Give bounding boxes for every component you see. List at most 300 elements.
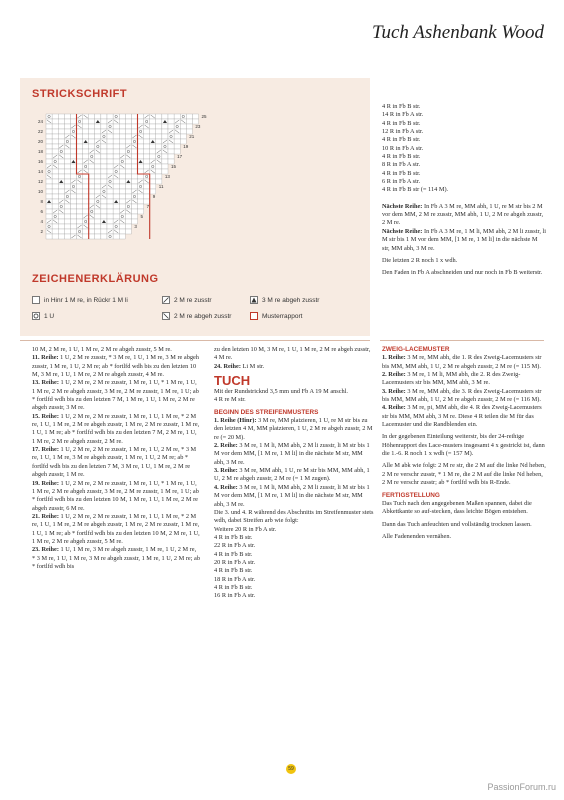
tuch-intro: Mit der Rundstricknd 3,5 mm und Fb A 19 M anschl. xyxy=(214,388,348,396)
row-number-right: 25 xyxy=(201,114,207,119)
legend-heading: ZEICHENERKLÄRUNG xyxy=(32,273,159,285)
chart-cell xyxy=(119,194,125,199)
chart-cell xyxy=(107,224,113,229)
chart-cell xyxy=(70,194,76,199)
chart-cell xyxy=(162,154,168,159)
chart-cell xyxy=(156,119,162,124)
stripes-heading: BEGINN DES STREIFENMUSTERS xyxy=(214,408,319,416)
paragraph-text: 10 M, 2 M re, 1 U, 1 M re, 2 M re abgeh zusstr, 5 M re. xyxy=(32,346,172,353)
row-number-left: 4 xyxy=(40,219,43,224)
paragraph-text: 1 U, 2 M re, 2 M re zusstr, 1 M re, 1 U, 2 M re, * 3 M re, 1 U, 1 M re, 3 M re abgeh zusstr, 1 M re, 1 U, 2 M re; ab * fortlfd wdh bis zu den letzten 7 M, 3 M re, 1 U, 1 M re, 2 M re abgeh zusstr, 1 M re. xyxy=(32,446,197,479)
chart-cell xyxy=(101,164,107,169)
chart-cell xyxy=(83,124,89,129)
chart-cell xyxy=(101,114,107,119)
chart-cell xyxy=(131,159,137,164)
chart-cell xyxy=(138,139,144,144)
chart-cell xyxy=(101,179,107,184)
paragraph-text: 3 M re, 1 M li, MM abh, 2 M li zusstr, li M str bis 1 M vor dem MM, [1 M re, 1 M li] in die nächste M str, MM abh, 3 M re. xyxy=(214,483,370,508)
paragraph xyxy=(382,404,546,429)
chart-cell xyxy=(180,134,186,139)
line: 4 R in Fb B str (= 114 M). xyxy=(382,186,449,194)
chart-cell xyxy=(131,154,137,159)
chart-cell xyxy=(125,159,131,164)
row-number-right: 11 xyxy=(158,184,164,189)
chart-cell xyxy=(119,184,125,189)
tuch-intro2: 4 R re M str. xyxy=(214,396,246,404)
legend-label: 2 M re abgeh zusstr xyxy=(174,312,232,320)
chart-cell xyxy=(156,174,162,179)
row-label: 17. Reihe: xyxy=(32,446,59,454)
chart-cell xyxy=(131,129,137,134)
chart-cell xyxy=(125,184,131,189)
line: Alle Fadenenden vernähen. xyxy=(382,532,452,540)
chart-cell xyxy=(113,129,119,134)
chart-cell xyxy=(119,139,125,144)
chart-cell xyxy=(52,129,58,134)
legend-label: 1 U xyxy=(44,312,55,320)
chart-cell xyxy=(58,224,64,229)
chart-cell xyxy=(95,219,101,224)
chart-cell xyxy=(46,114,52,119)
paragraph xyxy=(32,346,200,354)
chart-cell xyxy=(138,174,144,179)
chart-cell xyxy=(89,184,95,189)
row-label: 24. Reihe: xyxy=(214,362,241,370)
paragraph-text: In Fb A 3 M re, 1 M li, MM abh, 2 M li zusstr, li M str bis 1 M vor dem MM, [1 M re, 1 M li] in die nächste M str, MM abh, 3 M re. xyxy=(382,227,546,252)
repeat-square-icon xyxy=(250,312,258,320)
paragraph xyxy=(214,417,374,442)
chart-cell xyxy=(119,199,125,204)
line: 16 R in Fb A str. xyxy=(214,592,256,600)
chart-cell xyxy=(95,209,101,214)
chart-cell xyxy=(77,194,83,199)
chart-cell xyxy=(58,134,64,139)
chart-cell xyxy=(64,139,70,144)
chart-cell xyxy=(168,124,174,129)
chart-cell xyxy=(125,134,131,139)
chart-cell xyxy=(162,134,168,139)
chart-cell xyxy=(46,134,52,139)
paragraph xyxy=(214,526,374,534)
chart-cell xyxy=(83,204,89,209)
chart-cell xyxy=(95,144,101,149)
zweig-heading: ZWEIG-LACEMUSTER xyxy=(382,346,450,353)
chart-cell xyxy=(58,214,64,219)
chart-cell xyxy=(101,154,107,159)
chart-cell xyxy=(89,129,95,134)
chart-cell xyxy=(77,219,83,224)
paragraph xyxy=(382,388,546,405)
chart-cell xyxy=(89,164,95,169)
paragraph xyxy=(382,462,546,487)
chart-cell xyxy=(64,224,70,229)
chart-cell xyxy=(52,169,58,174)
row-number-right: 13 xyxy=(164,174,170,179)
paragraph-text: In Fb A 3 M re, MM abh, 1 U, re M str bis 2 M vor dem MM, 2 M re zusstr, MM abh, 1 U, 2 M re abgeh zusstr, 2 M re. xyxy=(382,202,544,227)
chart-cell xyxy=(156,114,162,119)
chart-cell xyxy=(131,124,137,129)
chart-cell xyxy=(95,159,101,164)
line: 6 R in Fb A str. xyxy=(382,178,421,186)
chart-cell xyxy=(58,174,64,179)
chart-cell xyxy=(125,119,131,124)
chart-cell xyxy=(174,114,180,119)
circle-icon xyxy=(32,312,40,320)
chart-cell xyxy=(101,159,107,164)
chart-cell xyxy=(101,124,107,129)
line: 4 R in Fb B str. xyxy=(382,103,421,110)
chart-cell xyxy=(125,229,131,234)
chart-cell xyxy=(168,149,174,154)
chart-cell xyxy=(156,154,162,159)
chart-cell xyxy=(119,149,125,154)
chart-cell xyxy=(64,179,70,184)
chart-cell xyxy=(46,224,52,229)
legend-item-sk2p xyxy=(250,296,319,304)
chart-cell xyxy=(58,124,64,129)
triangle-icon xyxy=(250,296,258,304)
chart-cell xyxy=(58,184,64,189)
chart-cell xyxy=(113,159,119,164)
paragraph xyxy=(214,346,374,363)
chart-cell xyxy=(101,199,107,204)
chart-cell xyxy=(138,129,144,134)
chart-cell xyxy=(95,224,101,229)
line: 4 R in Fb B str. xyxy=(382,169,421,177)
row-number-right: 7 xyxy=(146,204,150,209)
chart-cell xyxy=(131,174,137,179)
chart-cell xyxy=(119,204,125,209)
chart-cell xyxy=(144,144,150,149)
chart-cell xyxy=(107,159,113,164)
row-label: 1. Reihe: xyxy=(382,354,406,362)
chart-cell xyxy=(131,184,137,189)
chart-cell xyxy=(46,149,52,154)
chart-cell xyxy=(58,204,64,209)
knitting-chart-svg xyxy=(30,108,300,248)
chart-cell xyxy=(119,189,125,194)
chart-cell xyxy=(131,169,137,174)
chart-cell xyxy=(168,134,174,139)
chart-cell xyxy=(70,149,76,154)
divider xyxy=(20,340,370,341)
chart-cell xyxy=(77,129,83,134)
paragraph xyxy=(214,509,374,526)
chart-cell xyxy=(77,134,83,139)
chart-cell xyxy=(52,114,58,119)
row-number-left: 8 xyxy=(40,199,43,204)
chart-cell xyxy=(46,169,52,174)
chart-cell xyxy=(144,149,150,154)
chart-cell xyxy=(144,129,150,134)
paragraph xyxy=(382,269,546,277)
chart-cell xyxy=(162,114,168,119)
line: Dann das Tuch anfeuchten und vollständig trocknen lassen. xyxy=(382,520,532,528)
row-label: 2. Reihe: xyxy=(382,371,406,379)
chart-cell xyxy=(70,119,76,124)
chart-cell xyxy=(89,209,95,214)
chart-cell xyxy=(52,199,58,204)
row-label: 19. Reihe: xyxy=(32,479,59,487)
chart-cell xyxy=(58,194,64,199)
chart-cell xyxy=(150,124,156,129)
chart-cell xyxy=(162,159,168,164)
chart-cell xyxy=(101,149,107,154)
chart-cell xyxy=(131,164,137,169)
chart-cell xyxy=(70,154,76,159)
chart-cell xyxy=(83,184,89,189)
chart-cell xyxy=(107,139,113,144)
chart-cell xyxy=(125,164,131,169)
chart-cell xyxy=(125,224,131,229)
chart-cell xyxy=(64,214,70,219)
knitting-chart xyxy=(30,108,300,253)
line: 18 R in Fb A str. xyxy=(214,575,256,583)
chart-cell xyxy=(58,119,64,124)
chart-cell xyxy=(107,169,113,174)
blank-square-icon xyxy=(32,296,40,304)
chart-cell xyxy=(89,224,95,229)
line: 4 R in Fb B str. xyxy=(382,119,421,127)
chart-cell xyxy=(168,154,174,159)
paragraph-text: 1 U, 2 M re, 2 M re zusstr, 1 M re, 1 U, 1 M re, * 2 M re, 1 U, 1 M re, 2 M re abgeh zusstr, 1 M re, 2 M re zusstr, 1 M re, 1 U, 1 M re; ab * fortlfd wdh bis zu den letzten 10 M, 2 M re, 1 U, 1 M re, 2 M re abgeh zusstr, 5 M re. xyxy=(32,512,200,545)
chart-cell xyxy=(77,174,83,179)
chart-cell xyxy=(83,154,89,159)
paragraph xyxy=(32,513,200,546)
chart-cell xyxy=(150,164,156,169)
chart-cell xyxy=(150,119,156,124)
chart-cell xyxy=(89,139,95,144)
chart-cell xyxy=(52,194,58,199)
chart-cell xyxy=(77,144,83,149)
chart-cell xyxy=(95,199,101,204)
chart-cell xyxy=(52,139,58,144)
chart-cell xyxy=(89,169,95,174)
chart-cell xyxy=(77,149,83,154)
chart-cell xyxy=(101,214,107,219)
chart-cell xyxy=(95,164,101,169)
chart-cell xyxy=(89,124,95,129)
paragraph xyxy=(32,413,200,446)
legend-label: 2 M re zusstr xyxy=(174,296,212,304)
paragraph-text: Die 3. und 4. R während des Abschnitts im Streifenmuster stets wdh, dabei Streifen arb wie folgt: xyxy=(214,508,374,525)
line: 4 R in Fb B str. xyxy=(214,583,253,591)
chart-cell xyxy=(89,199,95,204)
chart-cell xyxy=(64,194,70,199)
chart-cell xyxy=(156,169,162,174)
chart-cell xyxy=(52,229,58,234)
row-number-left: 22 xyxy=(37,129,43,134)
line: 4 R in Fb B str. xyxy=(214,550,253,558)
chart-cell xyxy=(95,179,101,184)
chart-cell xyxy=(131,139,137,144)
paragraph-text: 3 M re, pi, MM abh, die 4. R des Zweig-Lacemusters str bis MM, MM abh, 3 M re. Diese 4 R teilen die M für das Lacemuster und die Randblenden ein. xyxy=(382,404,542,429)
chart-cell xyxy=(150,179,156,184)
chart-cell xyxy=(64,169,70,174)
legend-item-repeat xyxy=(250,312,302,320)
line: 4 R in Fb B str. xyxy=(382,153,421,161)
chart-cell xyxy=(101,119,107,124)
chart-cell xyxy=(64,154,70,159)
chart-cell xyxy=(125,149,131,154)
chart-cell xyxy=(125,124,131,129)
chart-cell xyxy=(156,144,162,149)
chart-cell xyxy=(119,169,125,174)
chart-cell xyxy=(119,224,125,229)
chart-cell xyxy=(46,184,52,189)
chart-cell xyxy=(131,204,137,209)
chart-cell xyxy=(70,199,76,204)
chart-cell xyxy=(46,194,52,199)
chart-cell xyxy=(89,114,95,119)
row-number-left: 12 xyxy=(37,179,43,184)
chart-cell xyxy=(89,179,95,184)
chart-cell xyxy=(107,164,113,169)
chart-cell xyxy=(95,169,101,174)
chart-cell xyxy=(113,149,119,154)
chart-cell xyxy=(113,139,119,144)
chart-cell xyxy=(58,149,64,154)
chart-cell xyxy=(52,179,58,184)
chart-cell xyxy=(107,154,113,159)
paragraph-text: 3 M re, 1 M li, MM abh, 2 M li zusstr, li M str bis 1 M vor dem MM, [1 M re, 1 M li] in die nächste M str, MM abh, 3 M re. xyxy=(214,442,370,466)
legend-item-yo xyxy=(32,312,54,320)
chart-cell xyxy=(58,139,64,144)
chart-cell xyxy=(77,119,83,124)
chart-cell xyxy=(83,119,89,124)
chart-cell xyxy=(95,184,101,189)
chart-cell xyxy=(144,189,150,194)
chart-cell xyxy=(83,129,89,134)
chart-cell xyxy=(138,164,144,169)
chart-cell xyxy=(46,144,52,149)
chart-cell xyxy=(174,134,180,139)
chart-cell xyxy=(101,209,107,214)
chart-cell xyxy=(113,184,119,189)
line: 4 R in Fb B str. xyxy=(214,533,253,541)
paragraph xyxy=(32,354,200,379)
chart-cell xyxy=(83,164,89,169)
row-number-left: 18 xyxy=(37,149,43,154)
k2tog-icon xyxy=(162,296,170,304)
chart-cell xyxy=(64,174,70,179)
chart-cell xyxy=(119,229,125,234)
chart-cell xyxy=(46,209,52,214)
chart-cell xyxy=(70,219,76,224)
chart-cell xyxy=(70,139,76,144)
chart-cell xyxy=(64,124,70,129)
row-number-left: 20 xyxy=(37,139,43,144)
chart-cell xyxy=(162,164,168,169)
chart-cell xyxy=(89,229,95,234)
chart-cell xyxy=(113,224,119,229)
chart-cell xyxy=(144,184,150,189)
chart-cell xyxy=(138,154,144,159)
chart-cell xyxy=(52,204,58,209)
chart-cell xyxy=(119,119,125,124)
paragraph xyxy=(382,228,546,253)
chart-cell xyxy=(77,189,83,194)
chart-cell xyxy=(162,124,168,129)
paragraph-text: Den Faden in Fb A abschneiden und nur noch in Fb B weiterstr. xyxy=(382,269,543,277)
chart-cell xyxy=(70,209,76,214)
paragraph xyxy=(214,467,374,484)
chart-cell xyxy=(77,154,83,159)
legend-label: in Hinr 1 M re, in Rückr 1 M li xyxy=(44,296,128,304)
chart-cell xyxy=(52,124,58,129)
chart-cell xyxy=(89,134,95,139)
paragraph xyxy=(32,546,200,571)
chart-cell xyxy=(46,154,52,159)
row-label: 13. Reihe: xyxy=(32,379,59,387)
chart-cell xyxy=(83,209,89,214)
chart-cell xyxy=(52,224,58,229)
paragraph-text: Weitere 20 R in Fb A str. xyxy=(214,525,277,533)
strickschrift-heading: STRICKSCHRIFT xyxy=(32,88,128,100)
chart-cell xyxy=(150,134,156,139)
paragraph-text: 1 U, 1 M re, 3 M re abgeh zusstr, 1 M re, 1 U, 2 M re, * 3 M re, 1 U, 1 M re, 3 M re abgeh zusstr, 1 M re, 1 U, 2 M re; ab * fortlfd wdh bis xyxy=(32,546,200,570)
chart-cell xyxy=(113,124,119,129)
row-label: Nächste Reihe: xyxy=(382,202,423,210)
chart-cell xyxy=(95,214,101,219)
chart-cell xyxy=(64,229,70,234)
chart-cell xyxy=(95,229,101,234)
chart-cell xyxy=(107,149,113,154)
chart-cell xyxy=(125,204,131,209)
row-label: 3. Reihe: xyxy=(214,467,238,475)
row-number-left: 16 xyxy=(37,159,43,164)
page-title: Tuch Ashenbank Wood xyxy=(371,22,544,43)
chart-cell xyxy=(186,124,192,129)
chart-cell xyxy=(113,189,119,194)
row-number-right: 9 xyxy=(152,194,156,199)
chart-cell xyxy=(113,114,119,119)
chart-cell xyxy=(144,119,150,124)
paragraph xyxy=(32,480,200,513)
chart-cell xyxy=(77,184,83,189)
chart-cell xyxy=(150,129,156,134)
paragraph xyxy=(214,442,374,467)
chart-cell xyxy=(95,189,101,194)
chart-cell xyxy=(83,189,89,194)
chart-cell xyxy=(119,144,125,149)
chart-cell xyxy=(64,204,70,209)
chart-cell xyxy=(156,129,162,134)
row-label: Nächste Reihe: xyxy=(382,227,423,235)
chart-cell xyxy=(162,129,168,134)
chart-cell xyxy=(138,169,144,174)
paragraph-text: 3 M re, MM platzieren, 1 U, re M str bis zu den letzten 4 M, MM platzieren, 1 U, 2 M re abgeh zusstr, 2 M re (= 20 M). xyxy=(214,417,373,441)
chart-cell xyxy=(58,159,64,164)
chart-cell xyxy=(107,204,113,209)
chart-cell xyxy=(144,154,150,159)
chart-cell xyxy=(70,129,76,134)
chart-cell xyxy=(70,184,76,189)
row-number-right: 17 xyxy=(177,154,183,159)
chart-cell xyxy=(113,179,119,184)
chart-cell xyxy=(144,164,150,169)
chart-cell xyxy=(162,144,168,149)
chart-cell xyxy=(70,114,76,119)
chart-cell xyxy=(70,169,76,174)
chart-cell xyxy=(107,214,113,219)
chart-cell xyxy=(107,199,113,204)
chart-cell xyxy=(113,134,119,139)
paragraph-text: 1 U, 2 M re, 2 M re zusstr, 1 M re, 1 U, * 1 M re, 1 U, 1 M re, 2 M re abgeh zusstr, 3 M re, 2 M re zusstr, 1 M re, 1 U; ab * fortlfd wdh bis zu den letzten 7 M, 1 M re, 1 U, 1 M re, 2 M re abgeh zusstr, 3 M re. xyxy=(32,379,199,412)
chart-cell xyxy=(70,229,76,234)
row-number-right: 15 xyxy=(171,164,177,169)
chart-cell xyxy=(89,174,95,179)
